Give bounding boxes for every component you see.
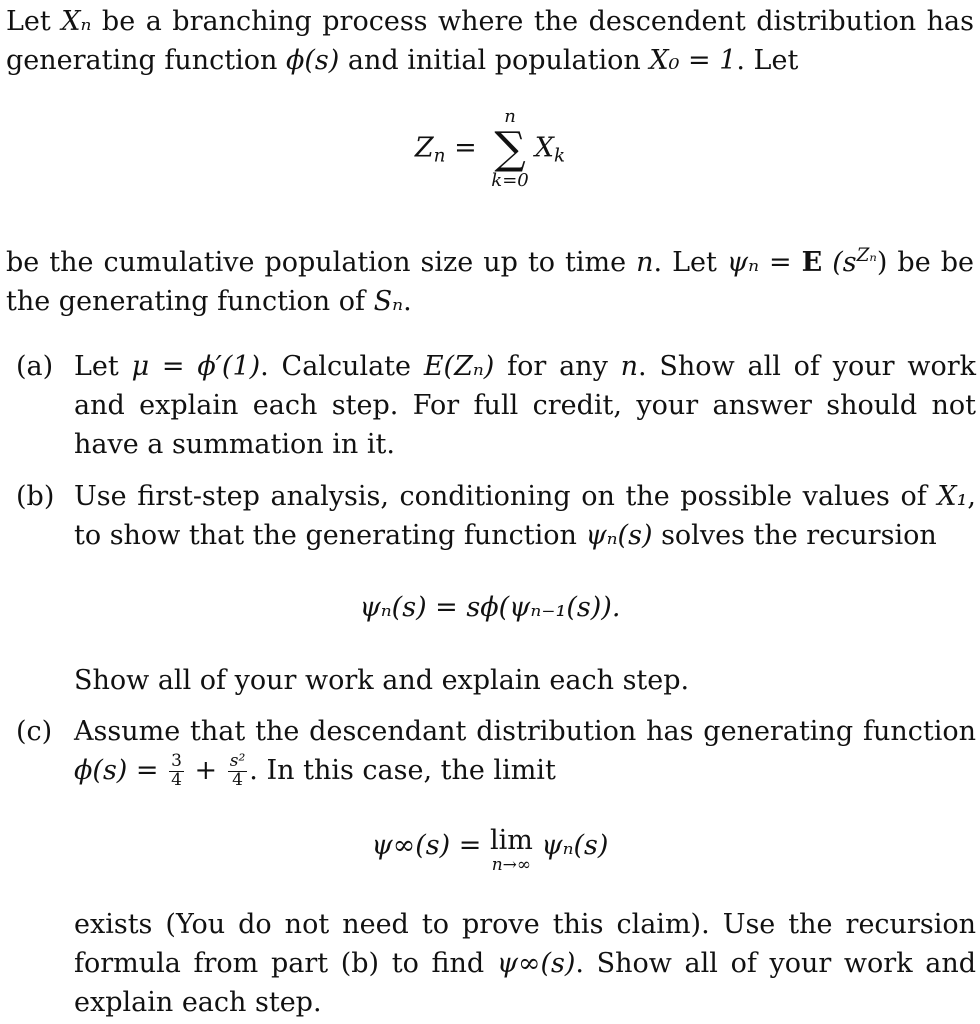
recursion-formula: ψₙ(s) = sϕ(ψₙ₋₁(s)).: [359, 592, 621, 623]
part-text: Use first-step analysis, conditioning on the possible values of: [74, 481, 938, 512]
math-sn: Sₙ: [373, 286, 404, 318]
math-expectation: E: [801, 247, 823, 278]
intro-text: and initial population: [339, 45, 650, 77]
equation-zn: [0, 108, 980, 190]
fraction-three-quarters: [169, 753, 184, 790]
eq-sign: =: [454, 132, 477, 164]
part-text: . Calculate: [260, 351, 424, 382]
eq-lhs: Z: [414, 132, 434, 164]
intro-text: be the cumulative population size up to time: [6, 247, 637, 278]
plus-sign: +: [185, 755, 226, 787]
math-xn: Xₙ: [61, 6, 92, 37]
math-psi-inf: ψ∞(s): [496, 948, 576, 980]
summation: [491, 108, 528, 190]
math-x0: X₀ = 1: [649, 45, 737, 77]
limit-rhs: ψₙ(s): [532, 830, 609, 861]
part-text: . In this case, the limit: [249, 755, 556, 787]
limit-sub: n→∞: [491, 854, 532, 875]
math-phi: ϕ(s): [285, 45, 340, 77]
part-a-text: [74, 347, 976, 464]
intro-paragraph-1: [6, 2, 974, 80]
math-paren: ): [876, 247, 888, 278]
part-text: . Show all of your work and explain each step. For full credit, your answer should not have a summation in it.: [74, 351, 976, 461]
eq-term-sub: k: [553, 145, 566, 167]
part-text: Assume that the descendant distribution has generating function: [74, 716, 976, 747]
part-text: solves the recursion: [652, 520, 937, 552]
limit-operator: [490, 826, 533, 874]
math-n: n: [620, 351, 639, 382]
frac-num: s²: [229, 751, 246, 772]
limit-word: lim: [489, 825, 533, 856]
sigma-icon: ∑: [494, 123, 526, 174]
sum-upper: n: [504, 106, 516, 127]
math-phi-c: ϕ(s) =: [74, 755, 168, 787]
intro-text: .: [403, 286, 412, 318]
intro-text: be the generating function of: [6, 247, 974, 318]
limit-lhs: ψ∞(s) =: [371, 830, 490, 861]
part-c-text: [74, 712, 976, 790]
math-sup: Zₙ: [856, 244, 877, 266]
intro-paragraph-2: be the cumulative population size up to time n. Let ψₙ = E $(s^{Z_n})$ be be the generating function of Sₙ.: [6, 244, 974, 318]
frac-den: 4: [171, 770, 182, 791]
intro-text: be a branching process where the descendent distribution has generating function: [6, 6, 975, 77]
frac-num: 3: [171, 751, 182, 772]
eq-lhs-sub: n: [433, 145, 446, 167]
frac-den: 4: [232, 770, 243, 791]
part-text: , to show that the generating function: [74, 481, 976, 552]
math-x1: X₁: [937, 481, 968, 512]
intro-text: Let: [6, 6, 62, 37]
part-text: exists (You do not need to prove this claim). Use the recursion formula from part (b) to find: [74, 909, 976, 980]
math-s: (s: [822, 247, 857, 278]
part-c-after-text: [74, 905, 976, 1022]
part-b-label: (b): [16, 481, 55, 512]
math-n: n: [636, 247, 654, 278]
fraction-s-squared: [228, 753, 248, 790]
part-b-text: [74, 477, 976, 555]
part-text: . Show all of your work and explain each step.: [74, 948, 976, 1019]
eq-term: X: [534, 132, 554, 164]
equation-recursion: [0, 588, 980, 627]
math-ezn: E(Zₙ): [423, 351, 495, 382]
intro-text: . Let: [736, 45, 799, 77]
equation-limit: [0, 826, 980, 874]
sum-lower: k=0: [491, 170, 529, 192]
math-psi: ψₙ =: [726, 247, 802, 278]
math-psi-n: ψₙ(s): [585, 520, 653, 552]
math-mu: μ = ϕ′(1): [131, 351, 261, 382]
part-b-after-text: Show all of your work and explain each step.: [74, 665, 690, 696]
part-text: Let: [74, 351, 132, 382]
part-c-label: (c): [16, 716, 53, 747]
part-text: for any: [494, 351, 621, 382]
intro-text: . Let: [653, 247, 727, 278]
part-a-label: (a): [16, 351, 54, 382]
